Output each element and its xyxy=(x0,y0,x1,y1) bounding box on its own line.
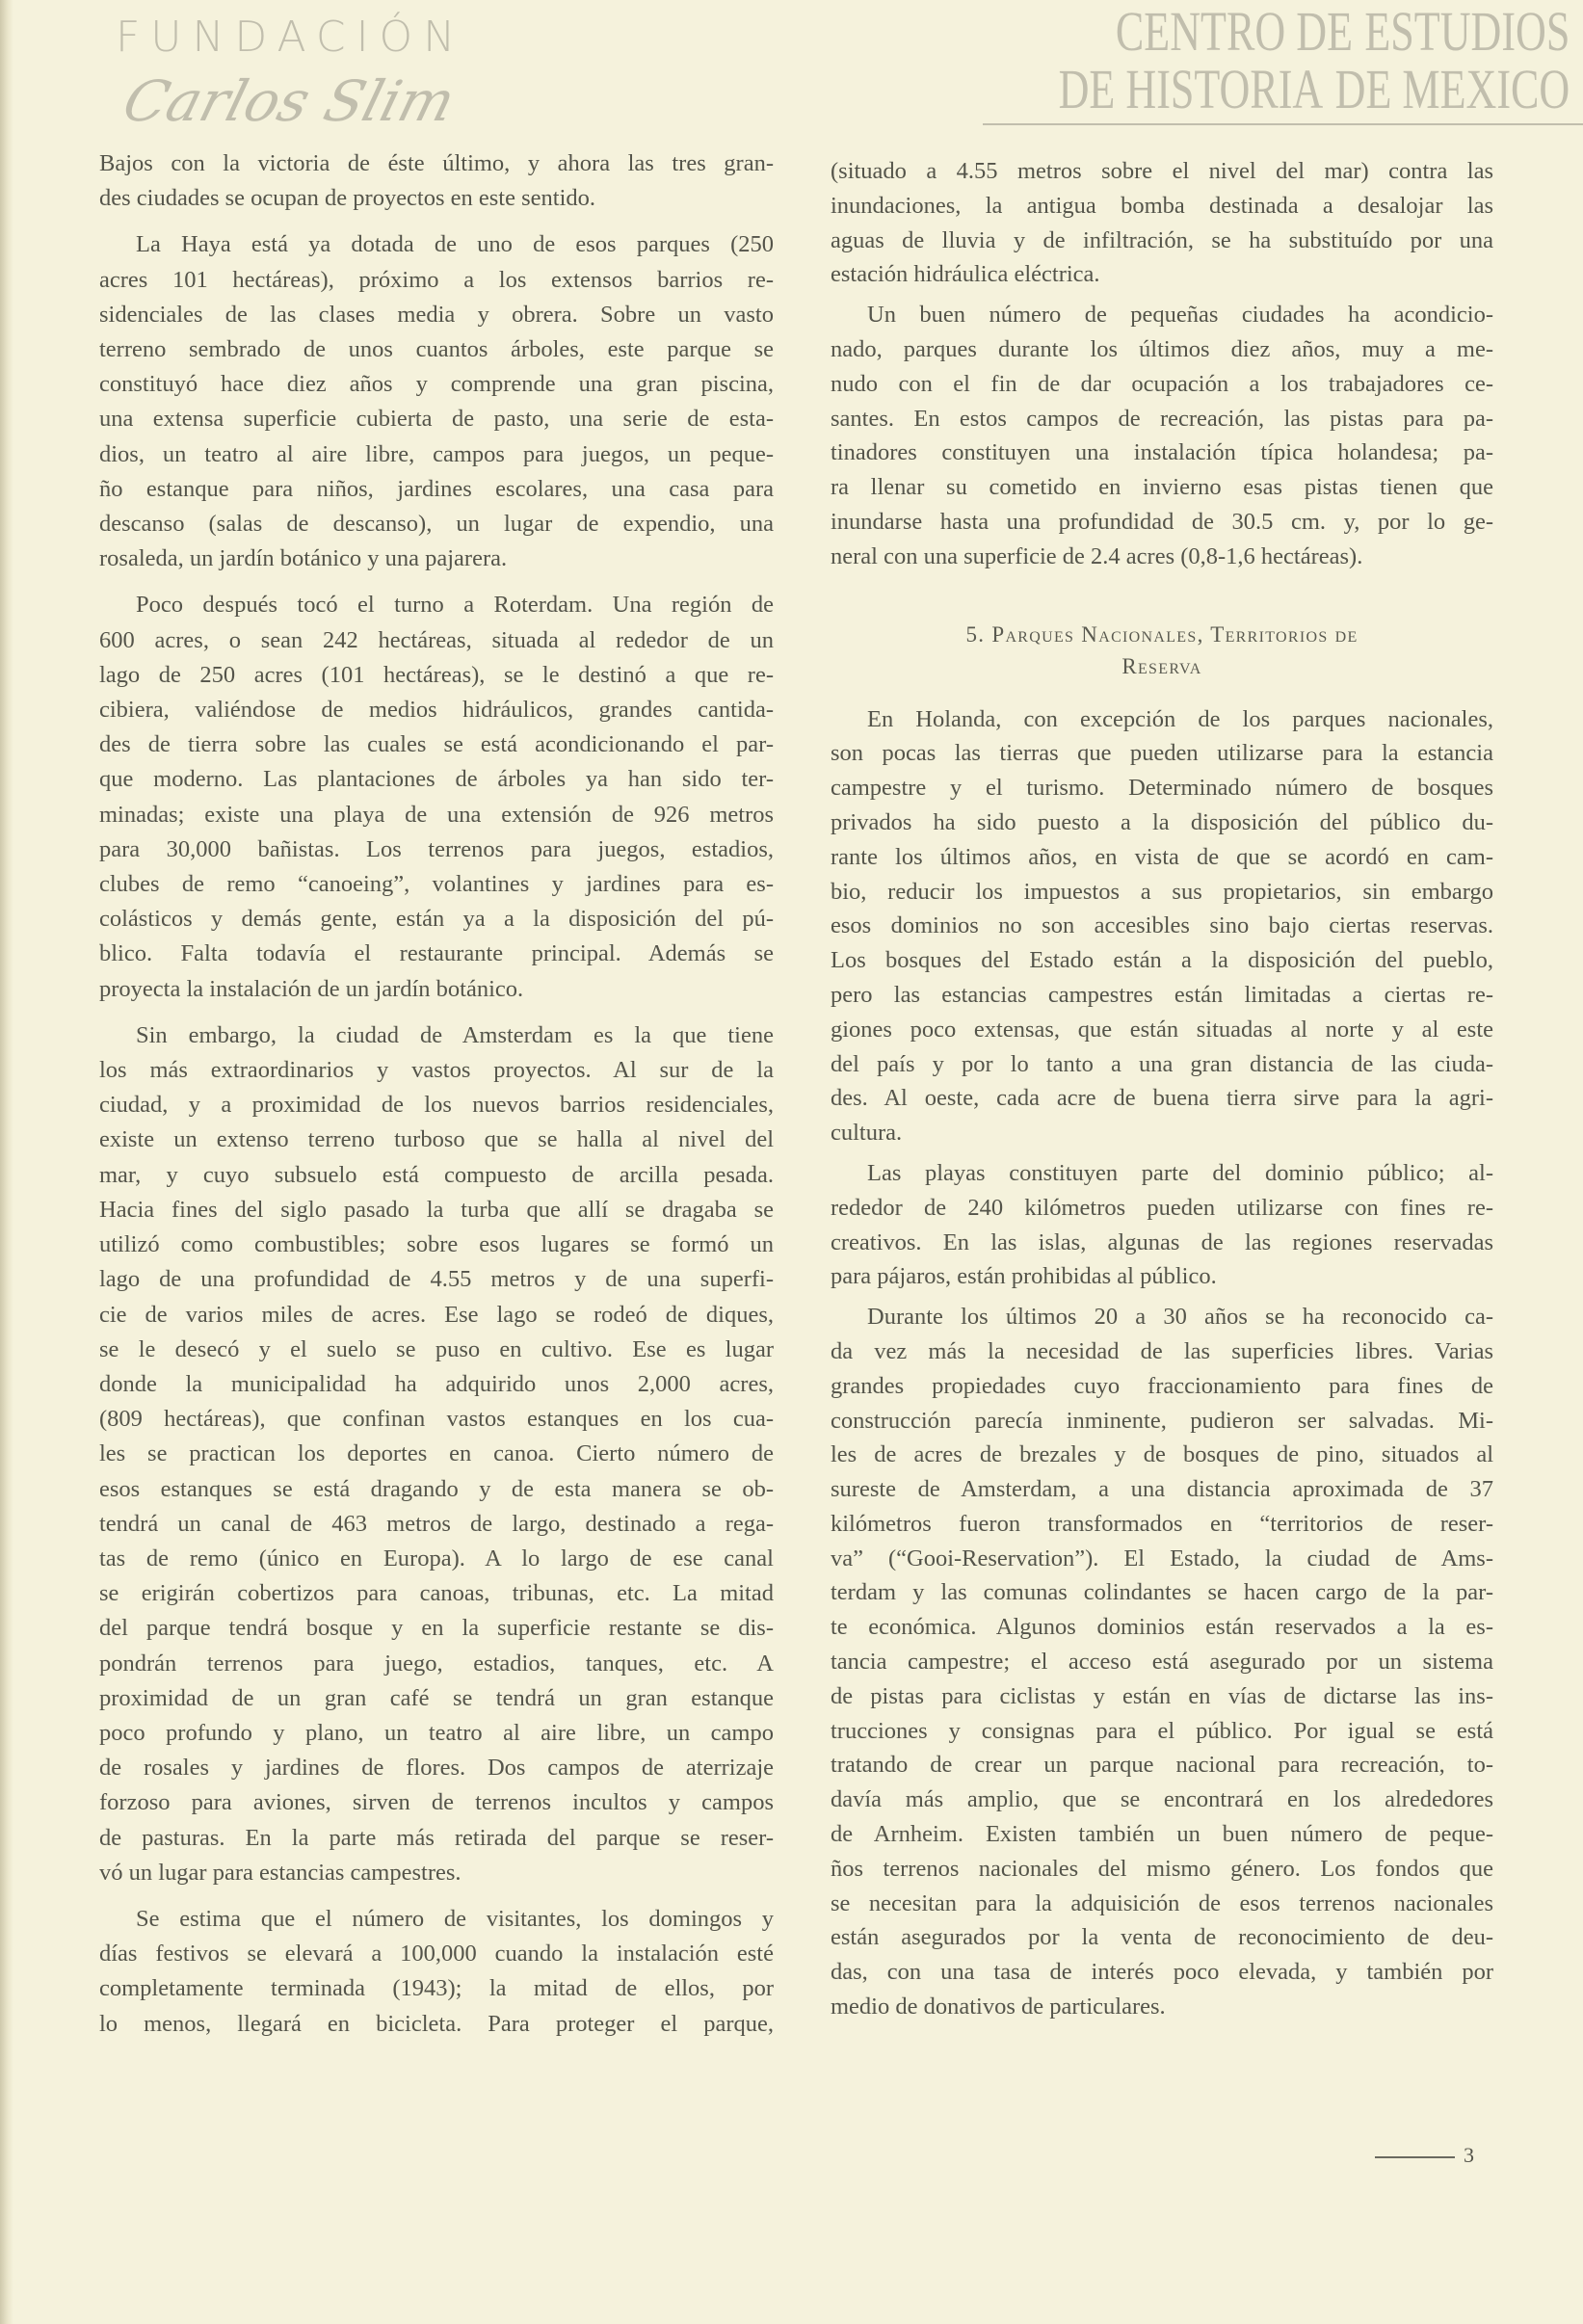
text-line: ños terrenos nacionales del mismo género. Los fondos que xyxy=(831,1855,1493,1882)
text-line: lago de una profundidad de 4.55 metros y de una superfi- xyxy=(99,1266,774,1293)
page-number: 3 xyxy=(1464,2143,1474,2167)
text-line: Durante los últimos 20 a 30 años se ha reconocido ca- xyxy=(867,1304,1493,1331)
text-line: cie de varios miles de acres. Ese lago se rodeó de diques, xyxy=(99,1301,774,1328)
watermark-foundation: FUNDACIÓN xyxy=(116,13,466,62)
watermark-line: CENTRO DE xyxy=(1115,0,1353,63)
text-line: esos estanques se está dragando y de esta manera se ob- xyxy=(99,1475,774,1502)
paragraph xyxy=(99,1902,774,2042)
section-heading-line-2: Reserva xyxy=(1121,653,1202,678)
text-line: cultura. xyxy=(831,1120,903,1147)
text-line: forzoso para aviones, sirven de terrenos incultos y campos xyxy=(99,1789,774,1816)
text-line: dios, un teatro al aire libre, campos para juegos, un peque- xyxy=(99,440,774,467)
text-line: minadas; existe una playa de una extensión de 926 metros xyxy=(99,801,774,828)
text-line: acres 101 hectáreas), próximo a los extensos barrios re- xyxy=(99,266,774,293)
paragraph xyxy=(99,588,774,1006)
text-line: para pájaros, están prohibidas al público. xyxy=(831,1263,1217,1290)
text-line: mar, y cuyo subsuelo está compuesto de arcilla pesada. xyxy=(99,1161,774,1188)
watermark-row xyxy=(1058,58,1570,120)
text-line: se erigirán cobertizos para canoas, tribunas, etc. La mitad xyxy=(99,1580,774,1607)
text-line: cibiera, valiéndose de medios hidráulicos, grandes cantida- xyxy=(99,697,774,724)
text-line: blico. Falta todavía el restaurante principal. Además se xyxy=(99,940,774,967)
text-line: te económica. Algunos dominios están reservados a la es- xyxy=(831,1614,1493,1641)
watermark-rule xyxy=(983,123,1583,125)
text-line: colásticos y demás gente, están ya a la disposición del pú- xyxy=(99,906,774,933)
text-line: bio, reducir los impuestos a sus propietarios, sin embargo xyxy=(831,878,1493,905)
paragraph xyxy=(831,1156,1493,1294)
text-line: tancia campestre; el acceso está asegurado por un sistema xyxy=(831,1649,1493,1676)
text-line: nado, parques durante los últimos diez años, muy a me- xyxy=(831,335,1493,362)
text-line: de pasturas. En la parte más retirada del parque se reser- xyxy=(99,1824,774,1851)
text-line: del parque tendrá bosque y en la superficie restante se dis- xyxy=(99,1615,774,1642)
page-folio xyxy=(1375,2141,1510,2170)
text-line: construcción parecía inminente, pudieron ser salvadas. Mi- xyxy=(831,1407,1493,1434)
paragraph xyxy=(99,1018,774,1890)
text-line: esos dominios no son accesibles sino bajo ciertas reservas. xyxy=(831,912,1493,939)
text-line: creativos. En las islas, algunas de las regiones reservadas xyxy=(831,1228,1493,1255)
text-line: davía más amplio, que se encontrará en los alrededores xyxy=(831,1786,1493,1813)
text-line: proyecta la instalación de un jardín botánico. xyxy=(99,975,524,1002)
paragraph xyxy=(831,702,1493,1150)
text-line: sureste de Amsterdam, a una distancia aproximada de 37 xyxy=(831,1476,1493,1503)
text-line: rededor de 240 kilómetros pueden utilizarse con fines re- xyxy=(831,1194,1493,1221)
text-line: vó un lugar para estancias campestres. xyxy=(99,1859,462,1886)
text-line: una extensa superficie cubierta de pasto, una serie de esta- xyxy=(99,406,774,433)
text-line: Sin embargo, la ciudad de Amsterdam es la que tiene xyxy=(136,1021,774,1048)
text-line: neral con una superficie de 2.4 acres (0,8-1,6 hectáreas). xyxy=(831,542,1363,569)
text-line: rante los últimos años, en vista de que se acordó en cam- xyxy=(831,843,1493,870)
watermark-row xyxy=(1115,0,1570,63)
text-line: donde la municipalidad ha adquirido unos 2,000 acres, xyxy=(99,1370,774,1397)
text-line: los más extraordinarios y vastos proyectos. Al sur de la xyxy=(99,1057,774,1084)
right-column-upper xyxy=(831,154,1493,574)
text-line: des ciudades se ocupan de proyectos en este sentido. xyxy=(99,185,596,212)
text-line: que moderno. Las plantaciones de árboles ya han sido ter- xyxy=(99,766,774,793)
text-line: Se estima que el número de visitantes, los domingos y xyxy=(136,1905,774,1932)
text-line: se necesitan para la adquisición de esos terrenos nacionales xyxy=(831,1889,1493,1916)
text-line: sidenciales de las clases media y obrera. Sobre un vasto xyxy=(99,301,774,328)
text-line: del país y por lo tanto a una gran distancia de las ciuda- xyxy=(831,1050,1493,1077)
text-line: pondrán terrenos para juego, estadios, tanques, etc. A xyxy=(99,1650,774,1677)
text-line: pero las estancias campestres están limitadas a ciertas re- xyxy=(831,981,1493,1008)
text-line: 600 acres, o sean 242 hectáreas, situada al rededor de un xyxy=(99,626,774,653)
text-line: kilómetros fueron transformados en “territorios de reser- xyxy=(831,1510,1493,1537)
text-line: va” (“Gooi-Reservation”). El Estado, la ciudad de Ams- xyxy=(831,1545,1493,1571)
paragraph xyxy=(831,1300,1493,2024)
text-line: campestre y el turismo. Determinado número de bosques xyxy=(831,775,1493,802)
watermark-line: ESTUDIOS xyxy=(1363,0,1570,63)
text-line: Los bosques del Estado están a la disposición del pueblo, xyxy=(831,947,1493,974)
text-line: giones poco extensas, que están situadas al norte y al este xyxy=(831,1016,1493,1043)
text-line: La Haya está ya dotada de uno de esos parques (250 xyxy=(136,231,774,258)
text-line: medio de donativos de particulares. xyxy=(831,1994,1166,2020)
text-line: terreno sembrado de unos cuantos árboles, este parque se xyxy=(99,336,774,363)
right-text-column xyxy=(831,154,1493,2024)
text-line: Un buen número de pequeñas ciudades ha acondicio- xyxy=(867,302,1493,329)
paragraph xyxy=(99,227,774,576)
watermark-line: DE MEXICO xyxy=(1334,58,1570,120)
text-line: de Arnheim. Existen también un buen número de peque- xyxy=(831,1821,1493,1848)
folio-rule xyxy=(1375,2156,1455,2158)
text-line: grandes propiedades cuyo fraccionamiento para fines de xyxy=(831,1372,1493,1399)
text-line: ra llenar su cometido en invierno esas pistas tienen que xyxy=(831,474,1493,501)
text-line: rosaleda, un jardín botánico y una pajarera. xyxy=(99,545,508,572)
text-line: da vez más la necesidad de las superficies libres. Varias xyxy=(831,1337,1493,1364)
text-line: Bajos con la victoria de éste último, y ahora las tres gran- xyxy=(99,150,774,176)
text-line: nudo con el fin de dar ocupación a los trabajadores ce- xyxy=(831,370,1493,397)
text-line: están asegurados por la venta de reconocimiento de deu- xyxy=(831,1924,1493,1951)
text-line: inundaciones, la antigua bomba destinada a desalojar las xyxy=(831,192,1493,219)
text-line: tendrá un canal de 463 metros de largo, destinado a rega- xyxy=(99,1510,774,1537)
text-line: descanso (salas de descanso), un lugar de expendio, una xyxy=(99,511,774,538)
text-line: utilizó como combustibles; sobre esos lugares se formó un xyxy=(99,1231,774,1258)
text-line: aguas de lluvia y de infiltración, se ha substituído por una xyxy=(831,226,1493,253)
section-heading-line-1: 5. Parques Nacionales, Territorios de xyxy=(965,621,1359,647)
paragraph xyxy=(831,154,1493,292)
text-line: les de acres de brezales y de bosques de pino, situados al xyxy=(831,1441,1493,1468)
text-line: para 30,000 bañistas. Los terrenos para juegos, estadios, xyxy=(99,835,774,862)
text-line: ciudad, y a proximidad de los nuevos barrios residenciales, xyxy=(99,1092,774,1119)
text-line: En Holanda, con excepción de los parques nacionales, xyxy=(867,705,1493,732)
text-line: clubes de remo “canoeing”, volantines y jardines para es- xyxy=(99,871,774,898)
left-text-column xyxy=(99,146,774,2042)
text-line: santes. En estos campos de recreación, las pistas para pa- xyxy=(831,405,1493,432)
text-line: lago de 250 acres (101 hectáreas), se le destinó a que re- xyxy=(99,661,774,688)
text-line: de pistas para ciclistas y están en vías de dictarse las ins- xyxy=(831,1682,1493,1709)
text-line: trucciones y consignas para el público. Por igual se está xyxy=(831,1717,1493,1744)
text-line: tratando de crear un parque nacional para recreación, to- xyxy=(831,1752,1493,1779)
text-line: das, con una tasa de interés poco elevada, y también por xyxy=(831,1959,1493,1986)
text-line: completamente terminada (1943); la mitad de ellos, por xyxy=(99,1975,774,2002)
text-line: existe un extenso terreno turboso que se halla al nivel del xyxy=(99,1126,774,1153)
text-line: des de tierra sobre las cuales se está acondicionando el par- xyxy=(99,731,774,758)
right-column-lower xyxy=(831,702,1493,2024)
text-line: Poco después tocó el turno a Roterdam. Una región de xyxy=(136,592,774,619)
text-line: ño estanque para niños, jardines escolares, una casa para xyxy=(99,475,774,502)
paragraph xyxy=(99,146,774,216)
text-line: terdam y las comunas colindantes se hacen cargo de la par- xyxy=(831,1579,1493,1606)
text-line: privados ha sido puesto a la disposición del público du- xyxy=(831,808,1493,835)
text-line: constituyó hace diez años y comprende una gran piscina, xyxy=(99,371,774,398)
text-line: (809 hectáreas), que confinan vastos estanques en los cua- xyxy=(99,1406,774,1433)
text-line: Hacia fines del siglo pasado la turba que allí se dragaba se xyxy=(99,1196,774,1223)
text-line: des. Al oeste, cada acre de buena tierra sirve para la agri- xyxy=(831,1085,1493,1112)
text-line: tinadores constituyen una instalación típica holandesa; pa- xyxy=(831,439,1493,466)
text-line: son pocas las tierras que pueden utilizarse para la estancia xyxy=(831,740,1493,767)
text-line: lo menos, llegará en bicicleta. Para proteger el parque, xyxy=(99,2010,774,2037)
text-line: poco profundo y plano, un teatro al aire libre, un campo xyxy=(99,1719,774,1746)
paragraph xyxy=(831,298,1493,573)
page-edge-shadow xyxy=(0,0,13,2324)
text-line: tas de remo (único en Europa). A lo largo de ese canal xyxy=(99,1545,774,1571)
text-line: de rosales y jardines de flores. Dos campos de aterrizaje xyxy=(99,1755,774,1782)
section-heading xyxy=(831,619,1493,682)
watermark-signature: Carlos Slim xyxy=(116,68,462,134)
text-line: Las playas constituyen parte del dominio público; al- xyxy=(867,1159,1493,1186)
text-line: (situado a 4.55 metros sobre el nivel del mar) contra las xyxy=(831,158,1493,184)
text-line: les se practican los deportes en canoa. Cierto número de xyxy=(99,1440,774,1467)
text-line: se le desecó y el suelo se puso en cultivo. Ese es lugar xyxy=(99,1335,774,1362)
watermark-line: DE HISTORIA xyxy=(1058,58,1324,120)
text-line: inundarse hasta una profundidad de 30.5 cm. y, por lo ge- xyxy=(831,508,1493,535)
text-line: proximidad de un gran café se tendrá un gran estanque xyxy=(99,1684,774,1711)
text-line: días festivos se elevará a 100,000 cuando la instalación esté xyxy=(99,1941,774,1967)
text-line: estación hidráulica eléctrica. xyxy=(831,261,1100,288)
